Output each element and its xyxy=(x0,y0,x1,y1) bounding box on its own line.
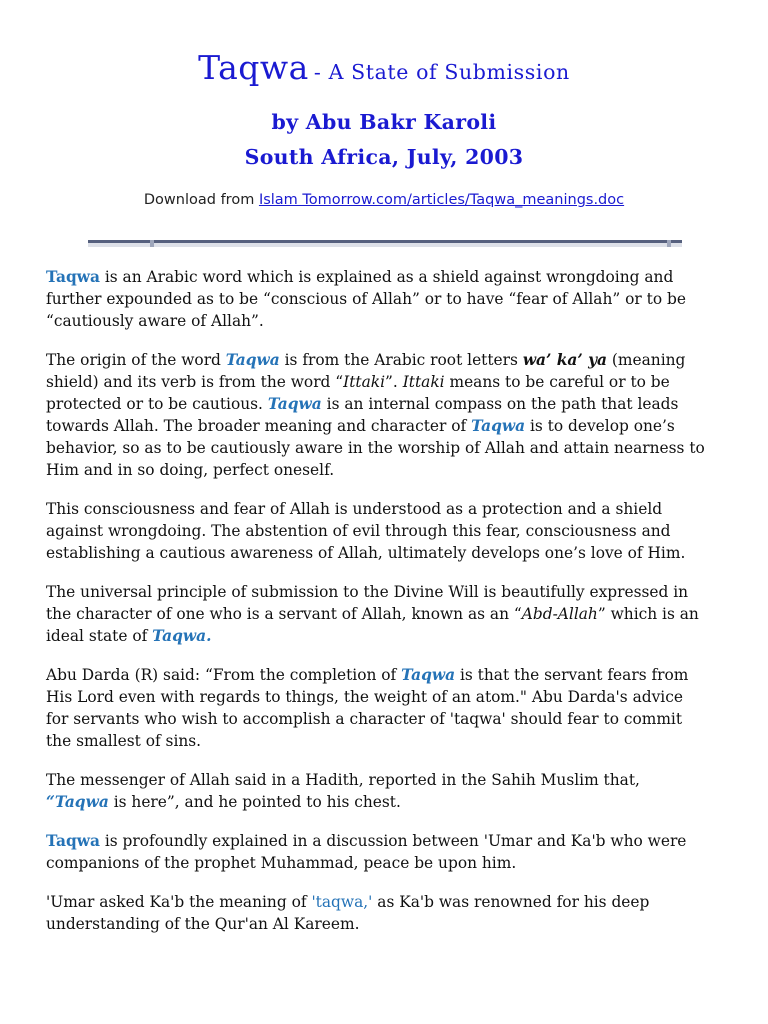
text-run: is here”, and he pointed to his chest. xyxy=(108,793,401,811)
ittaki-term: Ittaki xyxy=(343,373,386,391)
author-line: by Abu Bakr Karoli xyxy=(271,110,497,134)
taqwa-term: Taqwa. xyxy=(152,627,212,645)
text-run: (meaning xyxy=(607,351,686,369)
paragraph-2 xyxy=(46,349,746,481)
text-run: protected or to be cautious. xyxy=(46,395,268,413)
taqwa-term: 'taqwa,' xyxy=(311,893,373,911)
download-link[interactable]: Islam Tomorrow.com/articles/Taqwa_meanings.doc xyxy=(258,192,625,208)
text-run: ” which is an xyxy=(597,605,699,623)
header-divider-shadow xyxy=(88,243,682,247)
text-run: is an Arabic word which is explained as a shield against wrongdoing and xyxy=(99,268,674,286)
text-run: The messenger of Allah said in a Hadith, reported in the Sahih Muslim that, xyxy=(46,771,640,789)
text-run: is profoundly explained in a discussion between 'Umar and Ka'b who were xyxy=(99,832,687,850)
text-run: Abu Darda (R) said: “From the completion of xyxy=(46,666,402,684)
taqwa-term: Taqwa xyxy=(471,417,526,435)
paragraph-7 xyxy=(46,830,746,874)
taqwa-term: Taqwa xyxy=(225,351,280,369)
taqwa-term: “Taqwa xyxy=(46,793,109,811)
text-run: against wrongdoing. The abstention of evil through this fear, consciousness and xyxy=(46,522,671,540)
title-main: Taqwa xyxy=(198,48,309,87)
paragraph-4 xyxy=(46,581,746,647)
article-body xyxy=(46,266,746,952)
taqwa-term: Taqwa xyxy=(267,395,322,413)
taqwa-term: Taqwa xyxy=(46,832,100,850)
text-run: is from the Arabic root letters xyxy=(279,351,523,369)
text-run: is an internal compass on the path that leads xyxy=(321,395,679,413)
download-prefix: Download from xyxy=(143,192,259,208)
divider-notch-right xyxy=(667,240,671,247)
text-run: further expounded as to be “conscious of Allah” or to have “fear of Allah” or to be xyxy=(46,290,686,308)
text-run: behavior, so as to be cautiously aware in the worship of Allah and attain nearness to xyxy=(46,439,705,457)
text-run: as Ka'b was renowned for his deep xyxy=(372,893,650,911)
text-run: shield) and its verb is from the word “ xyxy=(46,373,344,391)
text-run: the character of one who is a servant of Allah, known as an “ xyxy=(46,605,522,623)
text-run: The universal principle of submission to the Divine Will is beautifully expressed in xyxy=(46,583,689,601)
ittaki-term: Ittaki xyxy=(402,373,445,391)
text-run: establishing a cautious awareness of Allah, ultimately develops one’s love of Him. xyxy=(46,544,686,562)
text-run: companions of the prophet Muhammad, peace be upon him. xyxy=(46,854,517,872)
text-run: This consciousness and fear of Allah is understood as a protection and a shield xyxy=(46,500,663,518)
place-date-line: South Africa, July, 2003 xyxy=(244,145,524,169)
text-run: The origin of the word xyxy=(46,351,226,369)
text-run: Him and in so doing, perfect oneself. xyxy=(46,461,335,479)
text-run: means to be careful or to be xyxy=(444,373,670,391)
text-run: understanding of the Qur'an Al Kareem. xyxy=(46,915,360,933)
taqwa-term: Taqwa xyxy=(46,268,100,286)
text-run: His Lord even with regards to things, the weight of an atom." Abu Darda's advice xyxy=(46,688,683,706)
abd-allah-term: Abd-Allah xyxy=(521,605,598,623)
text-run: is that the servant fears from xyxy=(455,666,689,684)
paragraph-5 xyxy=(46,664,746,752)
taqwa-term: Taqwa xyxy=(401,666,456,684)
paragraph-6 xyxy=(46,769,746,813)
text-run: 'Umar asked Ka'b the meaning of xyxy=(46,893,312,911)
text-run: “cautiously aware of Allah”. xyxy=(46,312,264,330)
text-run: is to develop one’s xyxy=(525,417,675,435)
text-run: the smallest of sins. xyxy=(46,732,202,750)
download-line xyxy=(0,192,768,208)
document-title xyxy=(0,48,768,87)
text-run: ideal state of xyxy=(46,627,153,645)
paragraph-3 xyxy=(46,498,746,564)
text-run: for servants who wish to accomplish a character of 'taqwa' should fear to commit xyxy=(46,710,683,728)
paragraph-8 xyxy=(46,891,746,935)
text-run: ”. xyxy=(385,373,403,391)
title-subtitle: - A State of Submission xyxy=(313,60,570,84)
text-run: towards Allah. The broader meaning and character of xyxy=(46,417,472,435)
paragraph-1 xyxy=(46,266,746,332)
root-letters: wa’ ka’ ya xyxy=(522,351,608,369)
divider-notch-left xyxy=(150,240,154,247)
